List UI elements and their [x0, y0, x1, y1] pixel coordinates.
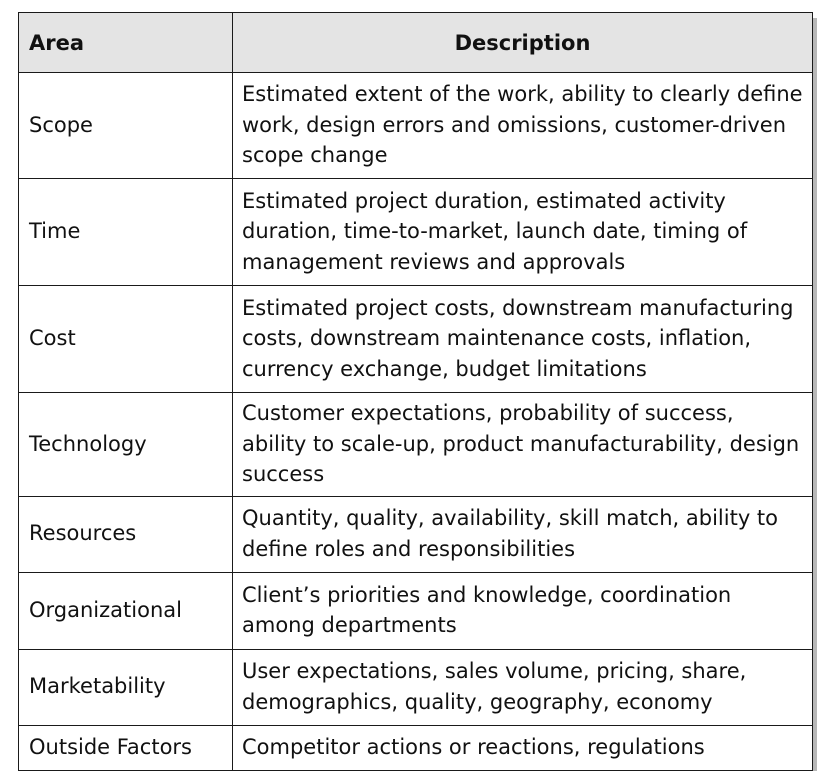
table-header-row [19, 13, 813, 73]
column-header-area: Area [19, 13, 233, 73]
table-row [19, 496, 813, 572]
table-row [19, 286, 813, 393]
description-cell: Quantity, quality, availability, skill match, ability to define roles and responsibilities [233, 496, 813, 572]
table-row [19, 649, 813, 725]
column-header-description: Description [233, 13, 813, 73]
description-cell: Competitor actions or reactions, regulations [233, 725, 813, 770]
risk-areas-table [18, 12, 813, 771]
area-cell: Marketability [19, 649, 233, 725]
table-row [19, 73, 813, 179]
description-cell: Estimated extent of the work, ability to clearly define work, design errors and omissions, customer-driven scope change [233, 73, 813, 179]
description-cell: Estimated project costs, downstream manufacturing costs, downstream maintenance costs, inflation, currency exchange, budget limitations [233, 286, 813, 393]
table-row [19, 572, 813, 649]
table-row [19, 179, 813, 286]
area-cell: Resources [19, 496, 233, 572]
risk-areas-table-container [18, 12, 812, 771]
table-row [19, 725, 813, 770]
area-cell: Cost [19, 286, 233, 393]
description-cell: Client’s priorities and knowledge, coordination among departments [233, 572, 813, 649]
area-cell: Time [19, 179, 233, 286]
area-cell: Technology [19, 393, 233, 497]
description-cell: Estimated project duration, estimated activity duration, time-to-market, launch date, timing of management reviews and approvals [233, 179, 813, 286]
area-cell: Scope [19, 73, 233, 179]
table-row [19, 393, 813, 497]
description-cell: User expectations, sales volume, pricing, share, demographics, quality, geography, economy [233, 649, 813, 725]
description-cell: Customer expectations, probability of success, ability to scale-up, product manufacturability, design success [233, 393, 813, 497]
area-cell: Organizational [19, 572, 233, 649]
area-cell: Outside Factors [19, 725, 233, 770]
